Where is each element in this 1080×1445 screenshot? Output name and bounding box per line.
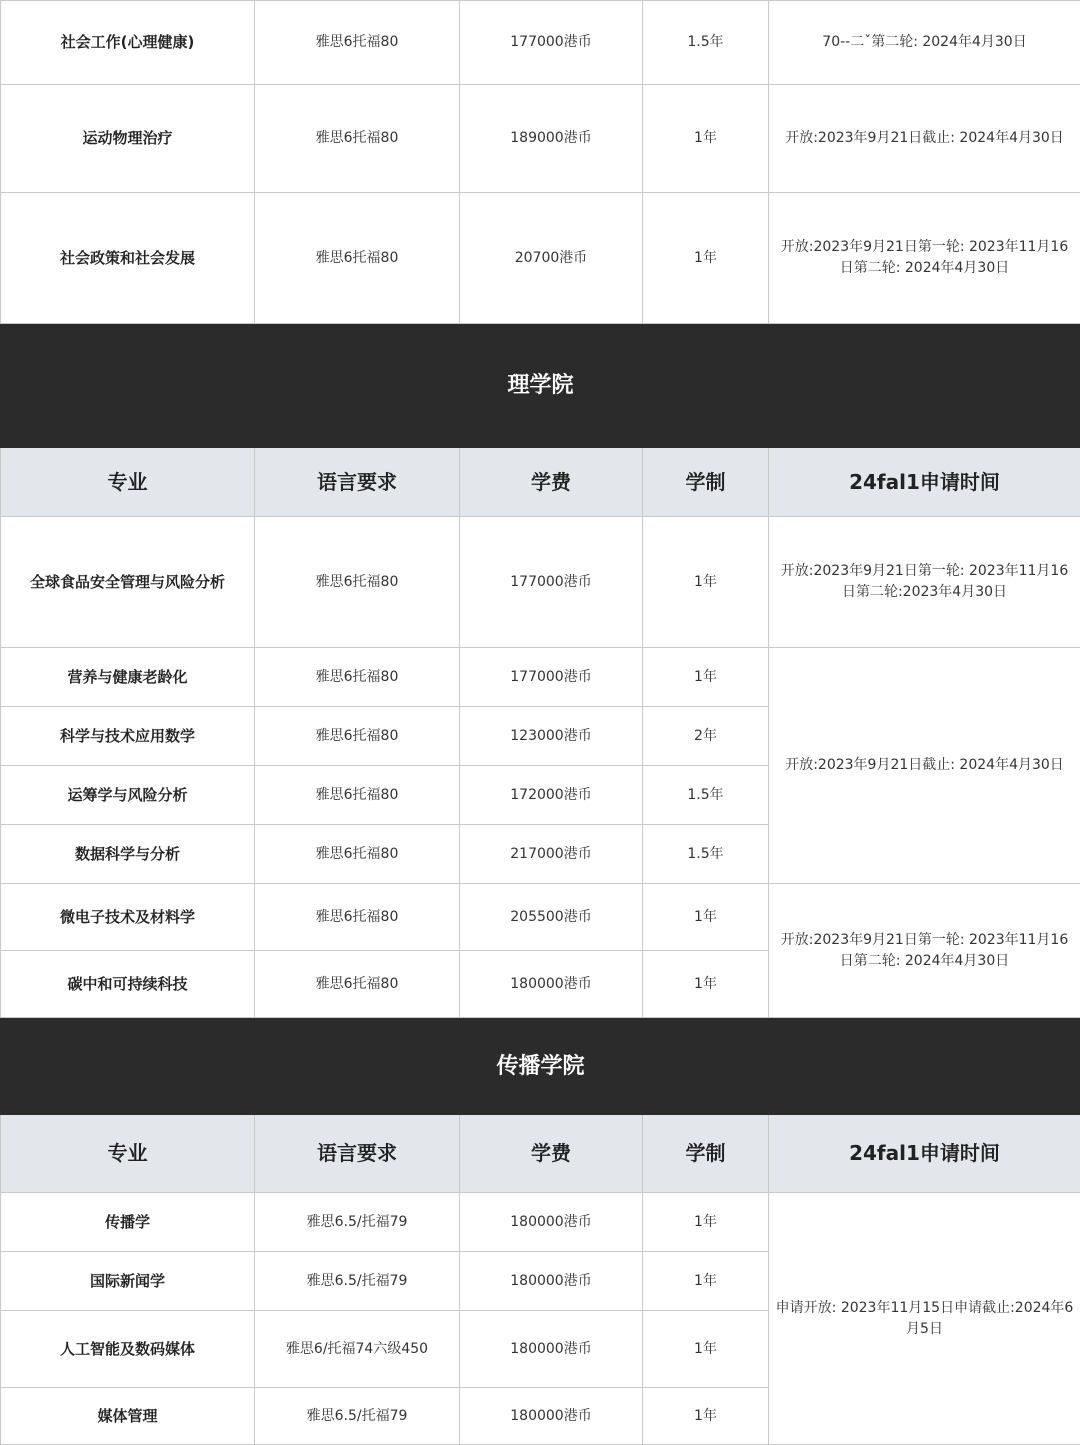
header-language: 语言要求: [255, 1115, 460, 1193]
fee-cell: 217000港币: [460, 825, 643, 884]
fee-cell: 205500港币: [460, 884, 643, 951]
duration-cell: 1.5年: [643, 766, 769, 825]
header-language: 语言要求: [255, 448, 460, 517]
language-cell: 雅思6托福80: [255, 951, 460, 1018]
major-cell: 全球食品安全管理与风险分析: [1, 517, 255, 648]
table-row: [1, 1, 1080, 85]
duration-cell: 2年: [643, 707, 769, 766]
fee-cell: 180000港币: [460, 1252, 643, 1311]
fee-cell: 172000港币: [460, 766, 643, 825]
fee-cell: 123000港币: [460, 707, 643, 766]
language-cell: 雅思6托福80: [255, 517, 460, 648]
language-cell: 雅思6托福80: [255, 884, 460, 951]
deadline-cell: 70--二ˇ第二轮: 2024年4月30日: [769, 1, 1080, 85]
deadline-cell: 开放:2023年9月21日截止: 2024年4月30日: [769, 85, 1080, 193]
duration-cell: 1年: [643, 517, 769, 648]
header-major: 专业: [1, 448, 255, 517]
duration-cell: 1年: [643, 951, 769, 1018]
header-fee: 学费: [460, 1115, 643, 1193]
duration-cell: 1.5年: [643, 825, 769, 884]
table-row: [1, 85, 1080, 193]
deadline-cell: 开放:2023年9月21日第一轮: 2023年11月16日第二轮: 2024年4月30日: [769, 884, 1080, 1018]
major-cell: 社会工作(心理健康): [1, 1, 255, 85]
major-cell: 社会政策和社会发展: [1, 193, 255, 324]
language-cell: 雅思6.5/托福79: [255, 1252, 460, 1311]
header-major: 专业: [1, 1115, 255, 1193]
fee-cell: 180000港币: [460, 1193, 643, 1252]
major-cell: 国际新闻学: [1, 1252, 255, 1311]
duration-cell: 1.5年: [643, 1, 769, 85]
duration-cell: 1年: [643, 884, 769, 951]
language-cell: 雅思6/托福74六级450: [255, 1311, 460, 1388]
header-duration: 学制: [643, 448, 769, 517]
language-cell: 雅思6托福80: [255, 648, 460, 707]
header-deadline: 24fal1申请时间: [769, 1115, 1080, 1193]
header-duration: 学制: [643, 1115, 769, 1193]
major-cell: 传播学: [1, 1193, 255, 1252]
major-cell: 碳中和可持续科技: [1, 951, 255, 1018]
language-cell: 雅思6托福80: [255, 707, 460, 766]
major-cell: 营养与健康老龄化: [1, 648, 255, 707]
language-cell: 雅思6托福80: [255, 1, 460, 85]
major-cell: 运筹学与风险分析: [1, 766, 255, 825]
section-title: 理学院: [1, 324, 1080, 448]
duration-cell: 1年: [643, 1193, 769, 1252]
major-cell: 数据科学与分析: [1, 825, 255, 884]
language-cell: 雅思6托福80: [255, 193, 460, 324]
major-cell: 人工智能及数码媒体: [1, 1311, 255, 1388]
major-cell: 媒体管理: [1, 1388, 255, 1445]
fee-cell: 180000港币: [460, 951, 643, 1018]
section-header-communication: [1, 1018, 1080, 1115]
duration-cell: 1年: [643, 193, 769, 324]
fee-cell: 177000港币: [460, 1, 643, 85]
deadline-cell: 开放:2023年9月21日截止: 2024年4月30日: [769, 648, 1080, 884]
fee-cell: 20700港币: [460, 193, 643, 324]
duration-cell: 1年: [643, 1388, 769, 1445]
deadline-cell: 申请开放: 2023年11月15日申请截止:2024年6月5日: [769, 1193, 1080, 1445]
fee-cell: 189000港币: [460, 85, 643, 193]
major-cell: 科学与技术应用数学: [1, 707, 255, 766]
duration-cell: 1年: [643, 1252, 769, 1311]
deadline-cell: 开放:2023年9月21日第一轮: 2023年11月16日第二轮:2023年4月30日: [769, 517, 1080, 648]
fee-cell: 177000港币: [460, 648, 643, 707]
fee-cell: 180000港币: [460, 1311, 643, 1388]
table-row: [1, 648, 1080, 707]
deadline-cell: 开放:2023年9月21日第一轮: 2023年11月16日第二轮: 2024年4月30日: [769, 193, 1080, 324]
section-header-science: [1, 324, 1080, 448]
major-cell: 微电子技术及材料学: [1, 884, 255, 951]
table-row: [1, 1193, 1080, 1252]
fee-cell: 180000港币: [460, 1388, 643, 1445]
column-header-row: [1, 1115, 1080, 1193]
duration-cell: 1年: [643, 1311, 769, 1388]
section-title: 传播学院: [1, 1018, 1080, 1115]
language-cell: 雅思6托福80: [255, 766, 460, 825]
table-row: [1, 193, 1080, 324]
header-fee: 学费: [460, 448, 643, 517]
table-row: [1, 517, 1080, 648]
language-cell: 雅思6托福80: [255, 825, 460, 884]
column-header-row: [1, 448, 1080, 517]
table-row: [1, 884, 1080, 951]
fee-cell: 177000港币: [460, 517, 643, 648]
language-cell: 雅思6.5/托福79: [255, 1193, 460, 1252]
duration-cell: 1年: [643, 85, 769, 193]
header-deadline: 24fal1申请时间: [769, 448, 1080, 517]
language-cell: 雅思6托福80: [255, 85, 460, 193]
major-cell: 运动物理治疗: [1, 85, 255, 193]
language-cell: 雅思6.5/托福79: [255, 1388, 460, 1445]
duration-cell: 1年: [643, 648, 769, 707]
